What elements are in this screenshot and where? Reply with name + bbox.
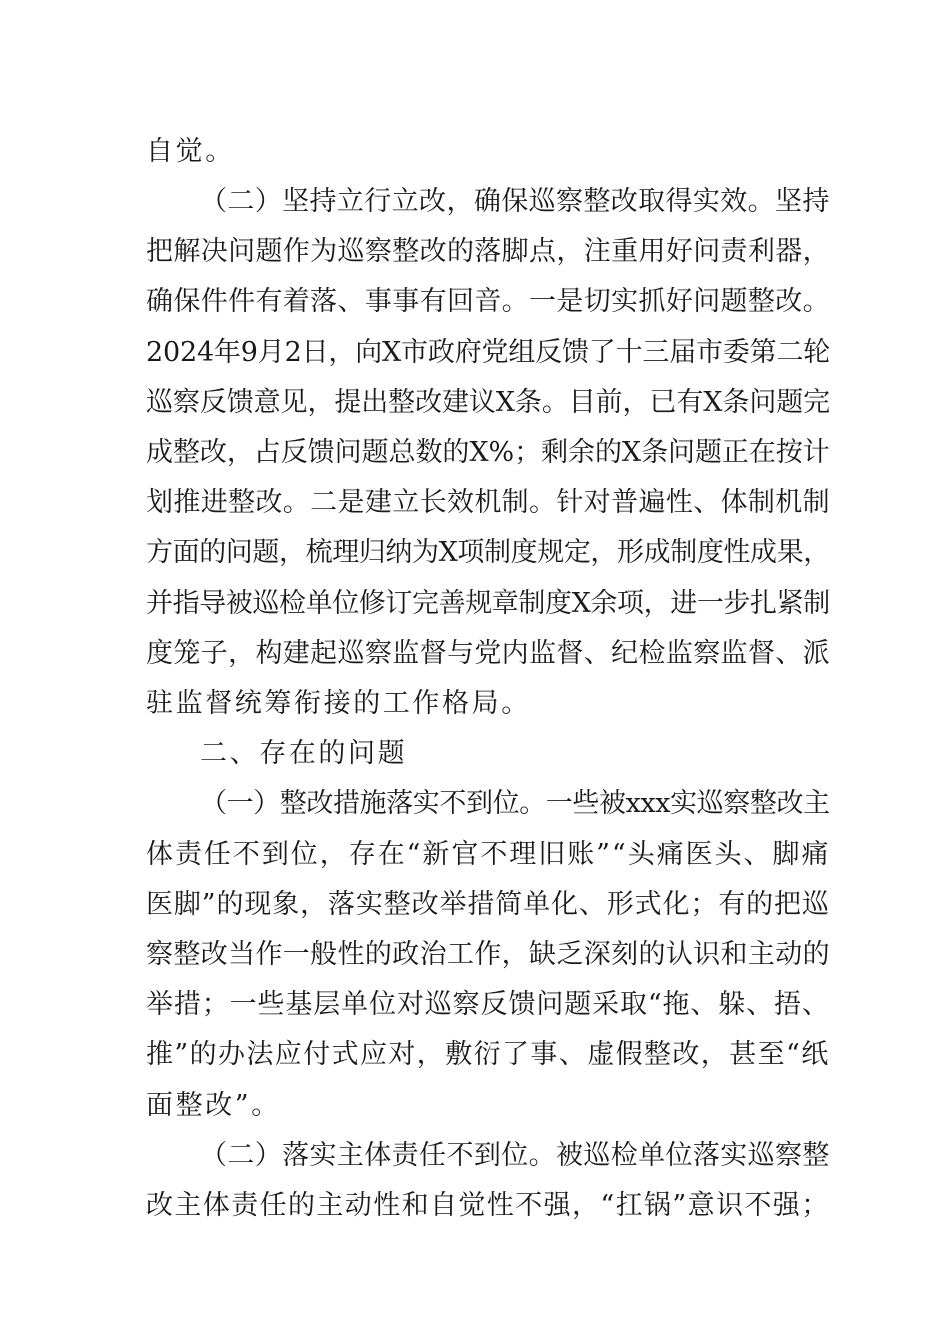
text-line: 并指导被巡检单位修订完善规章制度X余项，进一步扎紧制 xyxy=(146,588,830,619)
section-heading: （一）整改措施落实不到位。一些被xxx实巡察整改主 xyxy=(200,788,830,819)
text-line: 改主体责任的主动性和自觉性不强，“扛锅”意识不强； xyxy=(146,1190,830,1221)
text-line: 举措；一些基层单位对巡察反馈问题采取“拖、躲、捂、 xyxy=(146,989,830,1020)
text-line: 划推进整改。二是建立长效机制。针对普遍性、体制机制 xyxy=(146,487,830,518)
text-line: 面整改”。 xyxy=(146,1090,281,1121)
text-line: 2024年9月2日，向X市政府党组反馈了十三届市委第二轮 xyxy=(146,337,831,368)
text-line: 把解决问题作为巡察整改的落脚点，注重用好问责利器， xyxy=(146,236,830,267)
text-line: 体责任不到位，存在“新官不理旧账”“头痛医头、脚痛 xyxy=(146,839,831,870)
text-line: 察整改当作一般性的政治工作，缺乏深刻的认识和主动的 xyxy=(146,939,830,970)
text-line: 自觉。 xyxy=(146,136,235,167)
text-line: 确保件件有着落、事事有回音。一是切实抓好问题整改。 xyxy=(146,286,830,317)
chapter-heading: 二、存在的问题 xyxy=(200,738,408,769)
section-heading: （二）坚持立行立改，确保巡察整改取得实效。坚持 xyxy=(200,186,830,217)
text-line: 驻监督统筹衔接的工作格局。 xyxy=(146,688,531,719)
text-line: 巡察反馈意见，提出整改建议X条。目前，已有X条问题完 xyxy=(146,387,831,418)
text-line: 成整改，占反馈问题总数的X%；剩余的X条问题正在按计 xyxy=(146,437,830,468)
text-line: 医脚”的现象，落实整改举措简单化、形式化；有的把巡 xyxy=(146,889,830,920)
text-line: 方面的问题，梳理归纳为X项制度规定，形成制度性成果， xyxy=(146,537,830,568)
section-heading: （二）落实主体责任不到位。被巡检单位落实巡察整 xyxy=(200,1140,830,1171)
text-line: 度笼子，构建起巡察监督与党内监督、纪检监察监督、派 xyxy=(146,638,830,669)
text-line: 推”的办法应付式应对，敷衍了事、虚假整改，甚至“纸 xyxy=(146,1039,830,1070)
